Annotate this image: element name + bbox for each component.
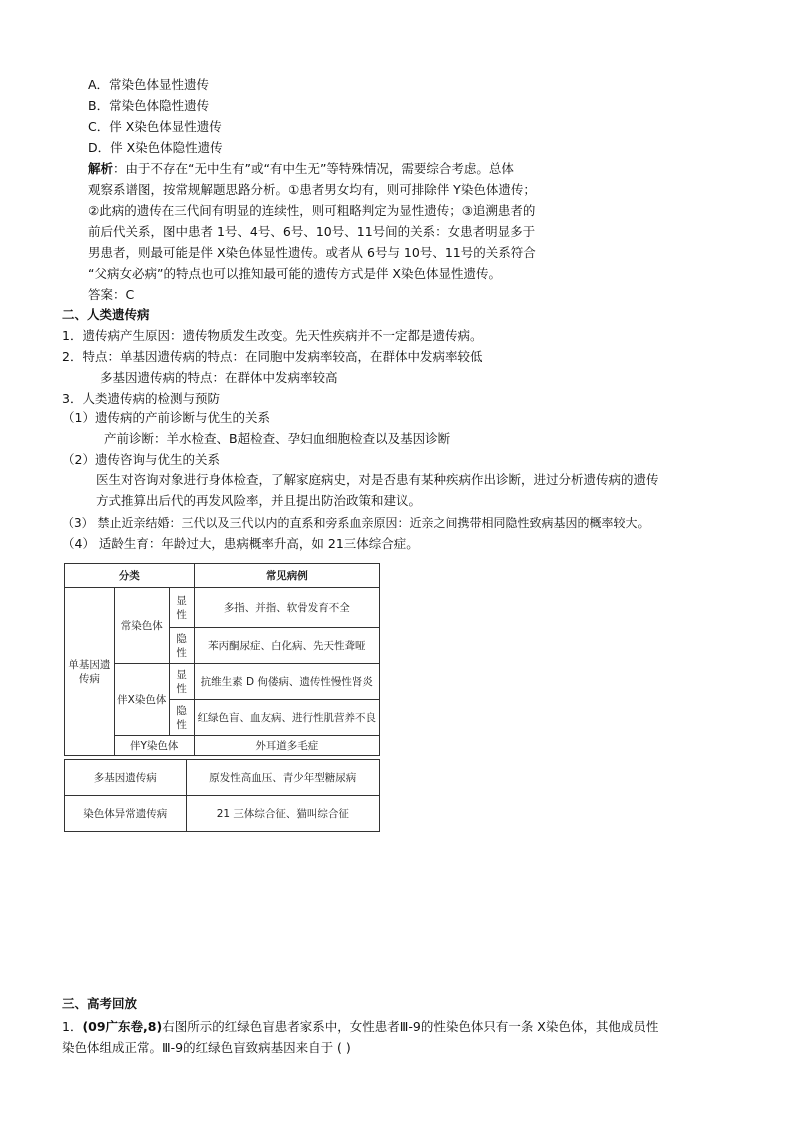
answer: 答案：C <box>88 287 135 302</box>
section-line: （1）遗传病的产前诊断与优生的关系 <box>62 410 270 425</box>
table-cell: 21 三体综合征、猫叫综合征 <box>186 796 379 832</box>
table-cell: 苯丙酮尿症、白化病、先天性聋哑 <box>194 628 379 664</box>
table-header-category: 分类 <box>65 564 195 588</box>
section-heading: 二、人类遗传病 <box>62 307 150 322</box>
section-heading: 三、高考回放 <box>62 996 138 1011</box>
recessive-label: 隐性 <box>169 628 194 664</box>
x-linked-cell <box>114 664 169 736</box>
genetic-disease-table-continued <box>64 759 380 832</box>
table-cell: 原发性高血压、青少年型糖尿病 <box>186 760 379 796</box>
analysis-line: 男患者，则最可能是伴 X染色体显性遗传。或者从 6号与 10号、11号的关系符合 <box>88 245 536 260</box>
dominant-label: 显性 <box>169 588 194 628</box>
section-line: （3） 禁止近亲结婚：三代以及三代以内的直系和旁系血亲原因：近亲之间携带相同隐性致病基因的概率较大。 <box>62 516 650 530</box>
analysis-label: 解析 <box>88 161 114 176</box>
analysis-line: 前后代关系，图中患者 1号、4号、6号、10号、11号间的关系：女患者明显多于 <box>88 224 536 239</box>
y-linked-label: 伴Y染色体 <box>114 736 194 756</box>
table-cell: 外耳道多毛症 <box>194 736 379 756</box>
option-b: B．常染色体隐性遗传 <box>88 98 210 113</box>
option-a: A．常染色体显性遗传 <box>88 77 210 92</box>
recessive-label: 隐性 <box>169 700 194 736</box>
question-text: 右图所示的红绿色盲患者家系中，女性患者Ⅲ-9的性染色体只有一条 X染色体，其他成员性 <box>162 1019 659 1034</box>
dominant-label: 显性 <box>169 664 194 700</box>
question-1-line2: 染色体组成正常。Ⅲ-9的红绿色盲致病基因来自于 ( ) <box>62 1040 351 1055</box>
section-line: 3．人类遗传病的检测与预防 <box>62 391 220 406</box>
question-1 <box>62 1018 658 1036</box>
single-gene-cell <box>65 588 115 756</box>
section-line: （2）遗传咨询与优生的关系 <box>62 452 220 467</box>
option-d: D．伴 X染色体隐性遗传 <box>88 140 223 155</box>
section-line: 1．遗传病产生原因：遗传物质发生改变。先天性疾病并不一定都是遗传病。 <box>62 328 483 343</box>
section-line: 方式推算出后代的再发风险率，并且提出防治政策和建议。 <box>96 493 422 508</box>
polygenic-label: 多基因遗传病 <box>65 760 187 796</box>
analysis-line: 观察系谱图，按常规解题思路分析。①患者男女均有，则可排除伴 Y染色体遗传； <box>88 182 536 197</box>
analysis-line: “父病女必病”的特点也可以推知最可能的遗传方式是伴 X染色体显性遗传。 <box>88 266 501 281</box>
autosomal-label: 常染色体 <box>120 619 163 632</box>
x-linked-label: 伴X染色体 <box>117 693 167 706</box>
genetic-disease-table <box>64 563 380 756</box>
analysis-first-line <box>88 160 514 178</box>
table-cell: 多指、并指、软骨发育不全 <box>194 588 379 628</box>
section-line: 多基因遗传病的特点：在群体中发病率较高 <box>100 370 338 385</box>
section-line: 医生对咨询对象进行身体检查，了解家庭病史，对是否患有某种疾病作出诊断，进过分析遗传病的遗传 <box>96 472 659 487</box>
section-line: 产前诊断：羊水检查、B超检查、孕妇血细胞检查以及基因诊断 <box>104 431 451 446</box>
chromosomal-label: 染色体异常遗传病 <box>65 796 187 832</box>
section-line: 2．特点：单基因遗传病的特点：在同胞中发病率较高，在群体中发病率较低 <box>62 349 483 364</box>
table-cell: 红绿色盲、血友病、进行性肌营养不良 <box>194 700 379 736</box>
analysis-line: ②此病的遗传在三代间有明显的连续性，则可粗略判定为显性遗传；③追溯患者的 <box>88 203 536 218</box>
table-cell: 抗维生素 D 佝偻病、遗传性慢性肾炎 <box>194 664 379 700</box>
option-c: C．伴 X染色体显性遗传 <box>88 119 222 134</box>
question-number: 1． <box>62 1019 83 1034</box>
autosomal-cell <box>114 588 169 664</box>
question-source: (09广东卷,8) <box>82 1019 163 1034</box>
single-gene-label: 单基因遗传病 <box>68 658 111 685</box>
section-line: （4） 适龄生育：年龄过大，患病概率升高，如 21三体综合症。 <box>62 536 419 551</box>
table-header-examples: 常见病例 <box>194 564 379 588</box>
analysis-text: ：由于不存在“无中生有”或“有中生无”等特殊情况，需要综合考虑。总体 <box>113 161 514 176</box>
